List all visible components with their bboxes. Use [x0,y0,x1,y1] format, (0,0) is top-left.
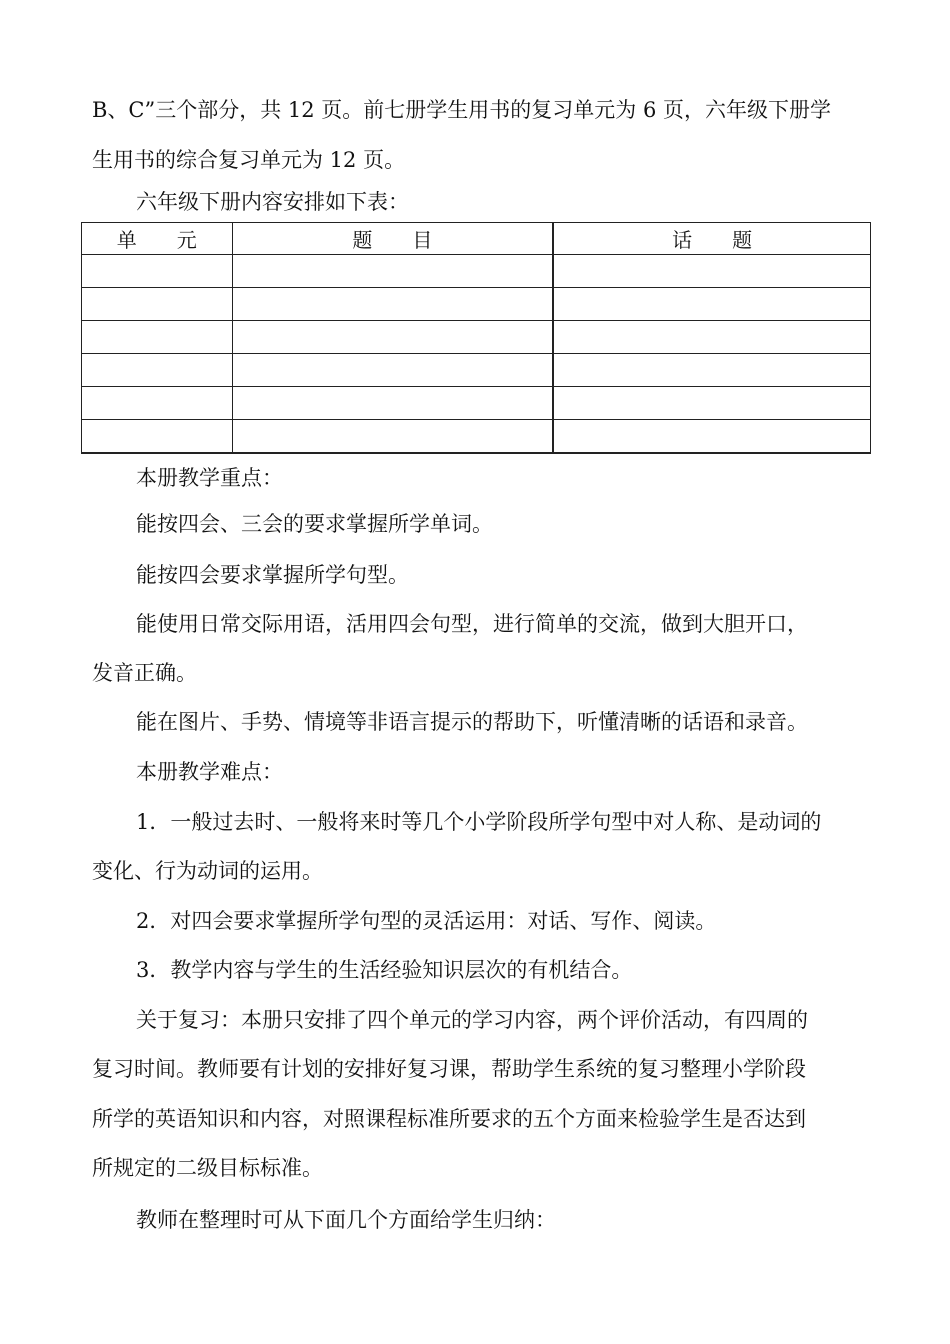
table-caption: 六年级下册内容安排如下表： [136,190,409,214]
table-row [82,288,871,321]
table-cell [553,321,870,354]
table-cell [232,288,553,321]
paragraph-line: 发音正确。 [92,661,197,685]
header-unit: 单 元 [82,223,233,255]
table-cell [232,420,553,454]
table-cell [553,420,870,454]
table-cell [553,255,870,288]
section-heading-focus: 本册教学重点： [136,466,283,490]
paragraph-line: 1．一般过去时、一般将来时等几个小学阶段所学句型中对人称、是动词的 [136,810,822,834]
paragraph-line: 复习时间。教师要有计划的安排好复习课，帮助学生系统的复习整理小学阶段 [92,1057,806,1081]
table-cell [232,321,553,354]
table-row [82,420,871,454]
table-cell [232,354,553,387]
table-cell [82,288,233,321]
table-cell [553,354,870,387]
paragraph-line: 能使用日常交际用语，活用四会句型，进行简单的交流，做到大胆开口， [136,612,808,636]
paragraph-line: 教师在整理时可从下面几个方面给学生归纳： [136,1208,556,1232]
paragraph-line: 2．对四会要求掌握所学句型的灵活运用：对话、写作、阅读。 [136,909,717,933]
paragraph-line: 能按四会要求掌握所学句型。 [136,563,409,587]
table-cell [82,420,233,454]
paragraph-line: 生用书的综合复习单元为 12 页。 [92,148,406,172]
table-header-row [82,223,871,255]
table-cell [82,354,233,387]
paragraph-line: 能按四会、三会的要求掌握所学单词。 [136,512,493,536]
table-row [82,387,871,420]
table-row [82,321,871,354]
table-row [82,354,871,387]
table-cell [232,387,553,420]
table-cell [82,255,233,288]
paragraph-line: 3．教学内容与学生的生活经验知识层次的有机结合。 [136,958,633,982]
table-cell [553,288,870,321]
paragraph-line: 变化、行为动词的运用。 [92,859,323,883]
paragraph-line: 所规定的二级目标标准。 [92,1156,323,1180]
table-row [82,255,871,288]
paragraph-line: B、C”三个部分，共 12 页。前七册学生用书的复习单元为 6 页，六年级下册学 [92,98,832,122]
content-table [81,222,871,454]
table-cell [82,321,233,354]
table-cell [232,255,553,288]
table-cell [82,387,233,420]
header-title: 题 目 [232,223,553,255]
section-heading-difficulty: 本册教学难点： [136,760,283,784]
paragraph-line: 关于复习：本册只安排了四个单元的学习内容，两个评价活动，有四周的 [136,1008,808,1032]
paragraph-line: 能在图片、手势、情境等非语言提示的帮助下，听懂清晰的话语和录音。 [136,710,808,734]
header-topic: 话 题 [553,223,870,255]
paragraph-line: 所学的英语知识和内容，对照课程标准所要求的五个方面来检验学生是否达到 [92,1107,806,1131]
table-cell [553,387,870,420]
